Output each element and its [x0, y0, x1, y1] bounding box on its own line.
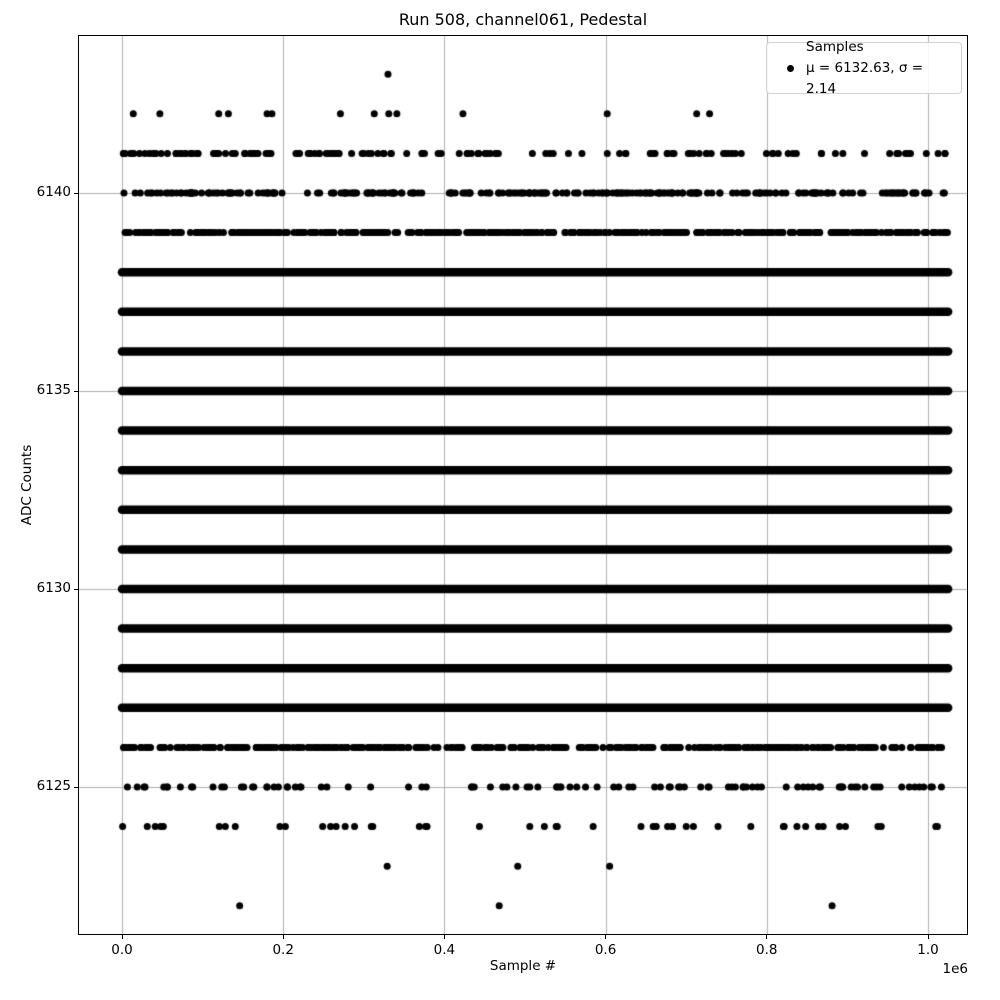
- y-tick-label: 6130: [36, 580, 71, 596]
- x-tick: [444, 935, 445, 939]
- x-tick: [122, 935, 123, 939]
- x-axis-label: Sample #: [489, 958, 557, 974]
- y-tick: [74, 589, 78, 590]
- legend-stats-label: μ = 6132.63, σ = 2.14: [806, 59, 924, 97]
- x-tick-label: 1.0: [917, 942, 939, 958]
- y-tick: [74, 787, 78, 788]
- y-tick: [74, 391, 78, 392]
- plot-canvas: [78, 35, 968, 935]
- samples-marker-icon: [787, 65, 794, 72]
- y-tick-label: 6135: [36, 382, 71, 398]
- x-tick-label: 0.2: [272, 942, 294, 958]
- x-tick: [766, 935, 767, 939]
- x-tick: [283, 935, 284, 939]
- legend: [766, 38, 962, 97]
- x-tick-label: 0.6: [594, 942, 617, 958]
- x-tick: [928, 935, 929, 939]
- y-tick: [74, 193, 78, 194]
- x-tick: [605, 935, 606, 939]
- legend-series-label: Samples: [806, 38, 864, 55]
- y-axis-label: ADC Counts: [19, 444, 35, 526]
- x-axis-offset-label: 1e6: [942, 961, 968, 977]
- y-tick-label: 6140: [36, 184, 71, 200]
- y-tick-label: 6125: [36, 778, 71, 794]
- x-tick-label: 0.8: [756, 942, 778, 958]
- x-tick-label: 0.0: [111, 942, 133, 958]
- chart-title: Run 508, channel061, Pedestal: [398, 10, 648, 29]
- x-tick-label: 0.4: [433, 942, 456, 958]
